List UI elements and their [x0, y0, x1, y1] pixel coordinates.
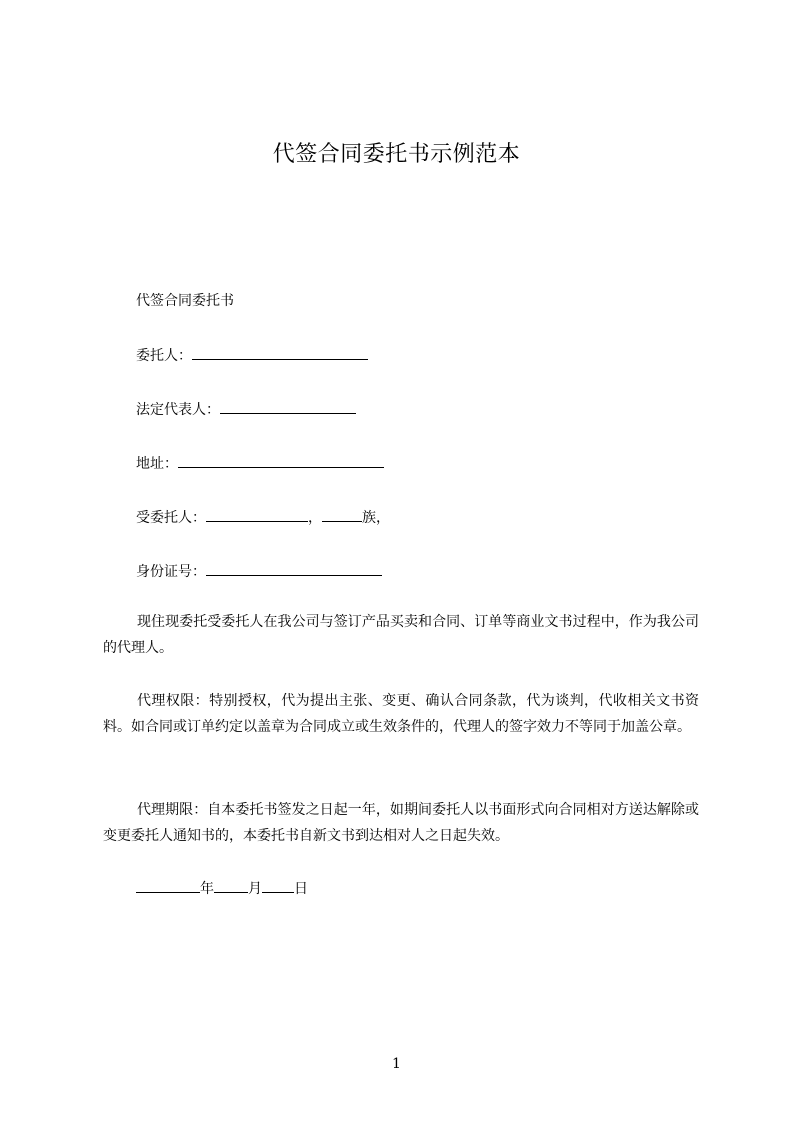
day-blank[interactable] — [262, 878, 294, 893]
legal-rep-label: 法定代表人： — [136, 402, 220, 418]
year-blank[interactable] — [136, 878, 200, 893]
agent-field — [136, 507, 390, 528]
document-title: 代签合同委托书示例范本 — [272, 142, 521, 167]
letter-heading: 代签合同委托书 — [136, 293, 234, 309]
ethnicity-suffix: 族， — [362, 510, 390, 526]
ethnicity-blank[interactable] — [322, 507, 362, 522]
day-label: 日 — [294, 881, 308, 897]
page-number: 1 — [392, 1056, 401, 1072]
principal-label: 委托人： — [136, 348, 192, 364]
agent-separator: ， — [308, 510, 322, 526]
year-label: 年 — [200, 881, 214, 897]
month-label: 月 — [248, 881, 262, 897]
agent-blank[interactable] — [206, 507, 308, 522]
legal-rep-blank[interactable] — [220, 399, 356, 414]
address-label: 地址： — [136, 456, 178, 472]
agent-label: 受委托人： — [136, 510, 206, 526]
term-paragraph: 代理期限：自本委托书签发之日起一年，如期间委托人以书面形式向合同相对方送达解除或变更委托人通知书的，本委托书自新文书到达相对人之日起失效。 — [103, 802, 699, 844]
address-blank[interactable] — [178, 453, 384, 468]
legal-rep-field — [136, 399, 356, 420]
date-line — [136, 878, 308, 899]
purpose-paragraph: 现住现委托受委托人在我公司与签订产品买卖和合同、订单等商业文书过程中，作为我公司的代理人。 — [103, 614, 699, 656]
id-number-label: 身份证号： — [136, 564, 206, 580]
principal-field — [136, 345, 368, 366]
id-number-blank[interactable] — [206, 561, 382, 576]
id-number-field — [136, 561, 382, 582]
authority-paragraph: 代理权限：特别授权，代为提出主张、变更、确认合同条款，代为谈判，代收相关文书资料。如合同或订单约定以盖章为合同成立或生效条件的，代理人的签字效力不等同于加盖公章。 — [103, 693, 699, 735]
month-blank[interactable] — [214, 878, 248, 893]
address-field — [136, 453, 384, 474]
principal-blank[interactable] — [192, 345, 368, 360]
